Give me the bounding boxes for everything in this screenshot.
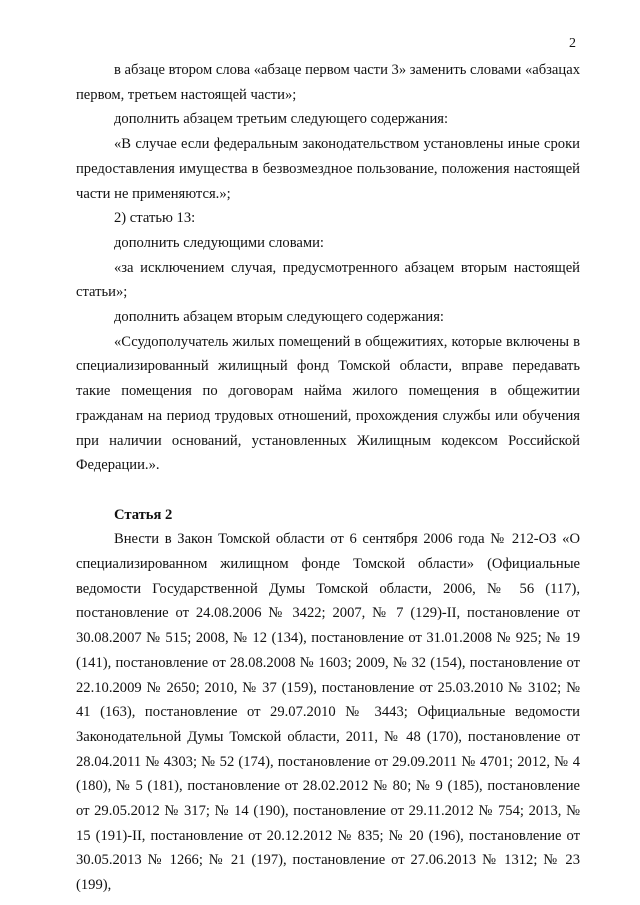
paragraph-item-2-article-13: 2) статью 13: [114, 210, 196, 227]
paragraph-quote-dormitory: «Ссудополучатель жилых помещений в общежитиях, которые включены в специализированный жилищный фонд Томской области, вправе передавать такие помещения по договорам найма жилого помещения в общежитии гражданам на период трудовых отношений, прохождения службы или обучения при наличии оснований, установленных Жилищным кодексом Российской Федерации.». [76, 333, 580, 474]
paragraph-amend-abzac-2: в абзаце втором слова «абзаце первом части 3» заменить словами «абзацах первом, третьем настоящей части»; [76, 62, 580, 103]
article-2-text: Внести в Закон Томской области от 6 сентября 2006 года № 212-ОЗ «О специализированном жилищном фонде Томской области» (Официальные ведомости Государственной Думы Томской области, 2006, № 56 (117), постановление от 24.08.2006 № 3422; 2007, № 7 (129)-II, постановление от 30.08.2007 № 515; 2008, № 12 (134), постановление от 31.01.2008 № 925; № 19 (141), постановление от 28.08.2008 № 1603; 2009, № 32 (154), постановление от 22.10.2009 № 2650; 2010, № 37 (159), постановление от 25.03.2010 № 3102; № 41 (163), постановление от 29.07.2010 № 3443; Официальные ведомости Законодательной Думы Томской области, 2011, № 48 (170), постановление от 28.04.2011 № 4303; № 52 (174), постановление от 29.09.2011 № 4701; 2012, № 4 (180), № 5 (181), постановление от 28.02.2012 № 80; № 9 (185), постановление от 29.05.2012 № 317; № 14 (190), постановление от 29.11.2012 № 754; 2013, № 15 (191)-II, постановление от 20.12.2012 № 835; № 20 (196), постановление от 30.05.2013 № 1266; № 21 (197), постановление от 27.06.2013 № 1312; № 23 (199), [76, 531, 580, 894]
paragraph-quote-terms: «В случае если федеральным законодательством установлены иные сроки предоставления имущества в безвозмездное пользование, положения настоящей части не применяются.»; [76, 136, 580, 202]
document-body [76, 58, 580, 898]
paragraph-add-abzac-2: дополнить абзацем вторым следующего содержания: [114, 309, 444, 326]
page-number: 2 [569, 36, 576, 51]
paragraph-quote-exception: «за исключением случая, предусмотренного абзацем вторым настоящей статьи»; [76, 259, 580, 301]
paragraph-add-abzac-3: дополнить абзацем третьим следующего содержания: [114, 111, 449, 128]
article-2-heading: Статья 2 [114, 506, 173, 523]
paragraph-add-words: дополнить следующими словами: [114, 234, 324, 251]
